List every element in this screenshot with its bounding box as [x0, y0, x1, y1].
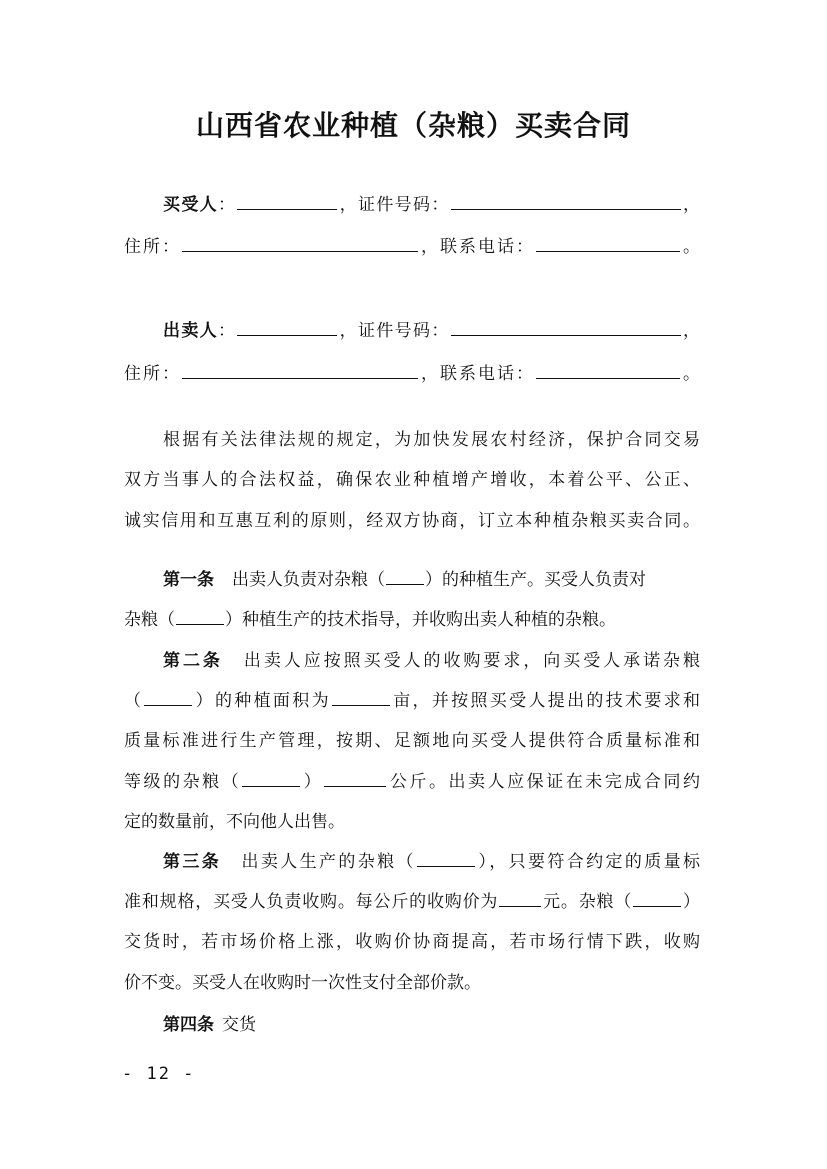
article-1-line-1: 第一条 出卖人负责对杂粮（ ）的种植生产。买受人负责对 — [163, 565, 700, 595]
buyer-address-blank — [182, 233, 418, 252]
seller-phone-blank — [536, 360, 680, 379]
seller-id-blank — [451, 317, 681, 336]
article-2-line-5: 定的数量前，不向他人出售。 — [124, 812, 345, 832]
buyer-id-blank — [451, 191, 681, 210]
article-2-line-1: 第二条 出卖人应按照买受人的收购要求，向买受人承诺杂粮 — [163, 651, 701, 671]
buyer-name-blank — [237, 191, 337, 210]
article-3-price-blank — [499, 888, 541, 907]
article-2-weight-blank — [324, 768, 386, 787]
buyer-address-line: 住所： ，联系电话： 。 — [124, 232, 700, 262]
buyer-line: 买受人： ，证件号码： ， — [163, 190, 700, 220]
preamble-line-3: 诚实信用和互惠互利的原则，经双方协商，订立本种植杂粮买卖合同。 — [124, 511, 700, 531]
article-1-label: 第一条 — [163, 570, 214, 590]
article-3-line-1: 第三条 出卖人生产的杂粮（ ），只要符合约定的质量标 — [163, 847, 700, 877]
article-3-crop-blank — [417, 848, 475, 867]
article-2-area-blank — [332, 687, 390, 706]
article-2-line-4: 等级的杂粮（ ） 公斤。出卖人应保证在未完成合同约 — [124, 767, 700, 797]
article-2-label: 第二条 — [163, 651, 223, 671]
document-title: 山西省农业种植（杂粮）买卖合同 — [195, 109, 631, 142]
article-2-line-2: （ ）的种植面积为 亩，并按照买受人提出的技术要求和 — [124, 686, 700, 716]
seller-label: 出卖人 — [163, 321, 218, 341]
page-number: - 12 - — [122, 1064, 196, 1084]
article-3-line-2: 准和规格，买受人负责收购。每公斤的收购价为 元。杂粮（ ） — [124, 887, 700, 917]
seller-name-blank — [237, 317, 337, 336]
article-3-crop-blank-2 — [633, 888, 681, 907]
seller-line: 出卖人： ，证件号码： ， — [163, 316, 700, 346]
article-3-line-3: 交货时，若市场价格上涨，收购价协商提高，若市场行情下跌，收购 — [124, 932, 700, 952]
article-3-label: 第三条 — [163, 852, 222, 872]
article-2-grade-blank — [242, 768, 300, 787]
article-1-line-2: 杂粮（ ）种植生产的技术指导，并收购出卖人种植的杂粮。 — [124, 605, 700, 635]
preamble-line-2: 双方当事人的合法权益，确保农业种植增产增收，本着公平、公正、 — [124, 470, 700, 490]
article-4-text: 交货 — [222, 1015, 256, 1035]
buyer-phone-blank — [536, 233, 680, 252]
article-2-line-3: 质量标准进行生产管理，按期、足额地向买受人提供符合质量标准和 — [124, 731, 700, 751]
article-1-crop-blank — [386, 566, 424, 585]
article-4-label: 第四条 — [163, 1015, 214, 1035]
article-2-crop-blank — [144, 687, 192, 706]
seller-address-line: 住所： ，联系电话： 。 — [124, 359, 700, 389]
article-1-crop-blank-2 — [176, 606, 224, 625]
buyer-label: 买受人 — [163, 195, 218, 215]
preamble-line-1: 根据有关法律法规的规定，为加快发展农村经济，保护合同交易 — [163, 430, 700, 450]
article-3-line-4: 价不变。买受人在收购时一次性支付全部价款。 — [124, 973, 481, 993]
article-4-line-1 — [163, 1010, 700, 1040]
seller-address-blank — [182, 360, 418, 379]
